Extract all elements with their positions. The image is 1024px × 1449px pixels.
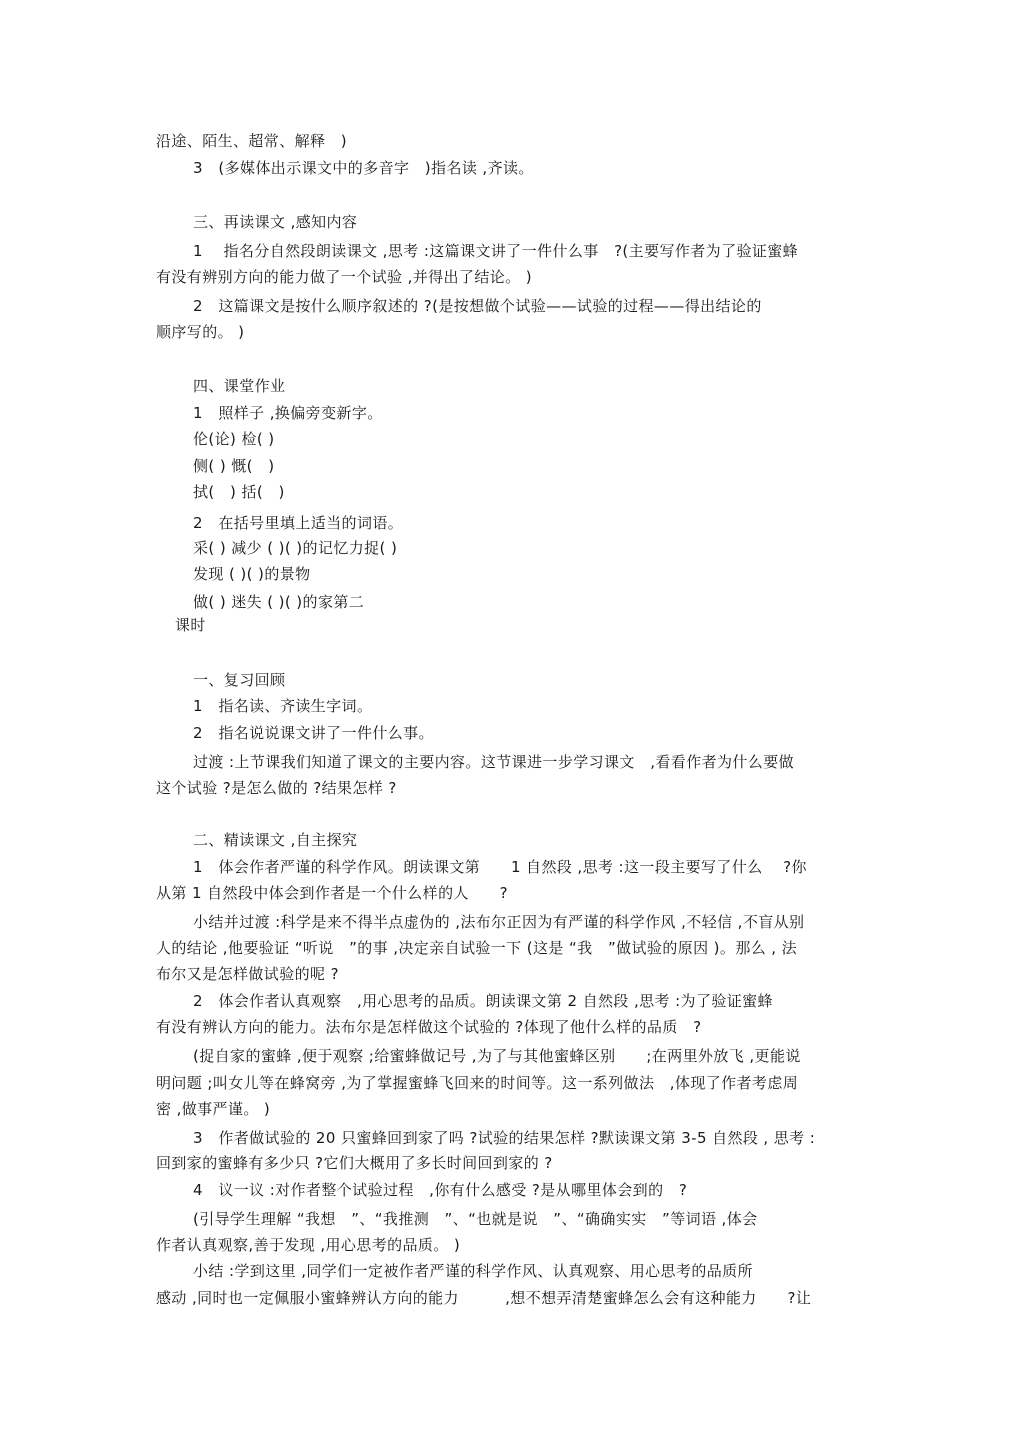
text-line: 2 体会作者认真观察 ,用心思考的品质。朗读课文第 2 自然段 ,思考 :为了验证蜜蜂 bbox=[193, 992, 773, 1010]
text-line: 2 指名说说课文讲了一件什么事。 bbox=[193, 724, 434, 742]
text-line: 有没有辨别方向的能力做了一个试验 ,并得出了结论。 ) bbox=[156, 268, 532, 286]
text-line: 作者认真观察,善于发现 ,用心思考的品质。 ) bbox=[156, 1236, 461, 1254]
text-line: 顺序写的。 ) bbox=[156, 323, 245, 341]
text-line: 人的结论 ,他要验证 “听说 ”的事 ,决定亲自试验一下 (这是 “我 ”做试验的原因 )。那么 , 法 bbox=[156, 939, 798, 957]
text-line: 伦(论) 检( ) bbox=[193, 430, 275, 448]
text-line: 小结并过渡 :科学是来不得半点虚伪的 ,法布尔正因为有严谨的科学作风 ,不轻信 ,不盲从别 bbox=[193, 913, 805, 931]
text-line: 拭( ) 括( ) bbox=[193, 483, 285, 501]
section-heading: 一、复习回顾 bbox=[193, 671, 286, 689]
text-line: 布尔又是怎样做试验的呢 ? bbox=[156, 965, 339, 983]
text-line: 3 (多媒体出示课文中的多音字 )指名读 ,齐读。 bbox=[193, 159, 534, 177]
text-line: 1 照样子 ,换偏旁变新字。 bbox=[193, 404, 383, 422]
text-line: 过渡 :上节课我们知道了课文的主要内容。这节课进一步学习课文 ,看看作者为什么要做 bbox=[193, 753, 794, 771]
text-line: 侧( ) 慨( ) bbox=[193, 457, 275, 475]
text-line: 采( ) 减少 ( )( )的记忆力捉( ) bbox=[193, 539, 398, 557]
text-line: 2 这篇课文是按什么顺序叙述的 ?(是按想做个试验——试验的过程——得出结论的 bbox=[193, 297, 762, 315]
text-line: 回到家的蜜蜂有多少只 ?它们大概用了多长时间回到家的 ? bbox=[156, 1154, 553, 1172]
section-heading: 四、课堂作业 bbox=[193, 377, 286, 395]
section-heading: 三、再读课文 ,感知内容 bbox=[193, 213, 358, 231]
text-line: 沿途、陌生、超常、解释 ) bbox=[156, 132, 348, 150]
text-line: 2 在括号里填上适当的词语。 bbox=[193, 514, 404, 532]
text-line: 密 ,做事严谨。 ) bbox=[156, 1100, 271, 1118]
text-line: 1 体会作者严谨的科学作风。朗读课文第 1 自然段 ,思考 :这一段主要写了什么 ?你 bbox=[193, 858, 807, 876]
text-line: 课时 bbox=[175, 616, 206, 634]
text-line: 这个试验 ?是怎么做的 ?结果怎样 ? bbox=[156, 779, 397, 797]
text-line: 1 指名读、齐读生字词。 bbox=[193, 697, 373, 715]
text-line: 发现 ( )( )的景物 bbox=[193, 565, 311, 583]
text-line: 小结 :学到这里 ,同学们一定被作者严谨的科学作风、认真观察、用心思考的品质所 bbox=[193, 1262, 753, 1280]
text-line: 做( ) 迷失 ( )( )的家第二 bbox=[193, 593, 365, 611]
text-line: 4 议一议 :对作者整个试验过程 ,你有什么感受 ?是从哪里体会到的 ? bbox=[193, 1181, 688, 1199]
section-heading: 二、精读课文 ,自主探究 bbox=[193, 831, 358, 849]
text-line: 3 作者做试验的 20 只蜜蜂回到家了吗 ?试验的结果怎样 ?默读课文第 3-5 自然段 , 思考 : bbox=[193, 1129, 816, 1147]
text-line: 从第 1 自然段中体会到作者是一个什么样的人 ? bbox=[156, 884, 509, 902]
text-line: (引导学生理解 “我想 ”、“我推测 ”、“也就是说 ”、“确确实实 ”等词语 ,体会 bbox=[193, 1210, 758, 1228]
text-line: 感动 ,同时也一定佩服小蜜蜂辨认方向的能力 ,想不想弄清楚蜜蜂怎么会有这种能力 ?让 bbox=[156, 1289, 812, 1307]
text-line: 明问题 ;叫女儿等在蜂窝旁 ,为了掌握蜜蜂飞回来的时间等。这一系列做法 ,体现了作者考虑周 bbox=[156, 1074, 799, 1092]
text-line: 1 指名分自然段朗读课文 ,思考 :这篇课文讲了一件什么事 ?(主要写作者为了验证蜜蜂 bbox=[193, 242, 799, 260]
text-line: (捉自家的蜜蜂 ,便于观察 ;给蜜蜂做记号 ,为了与其他蜜蜂区别 ;在两里外放飞 ,更能说 bbox=[193, 1047, 801, 1065]
text-line: 有没有辨认方向的能力。法布尔是怎样做这个试验的 ?体现了他什么样的品质 ? bbox=[156, 1018, 702, 1036]
